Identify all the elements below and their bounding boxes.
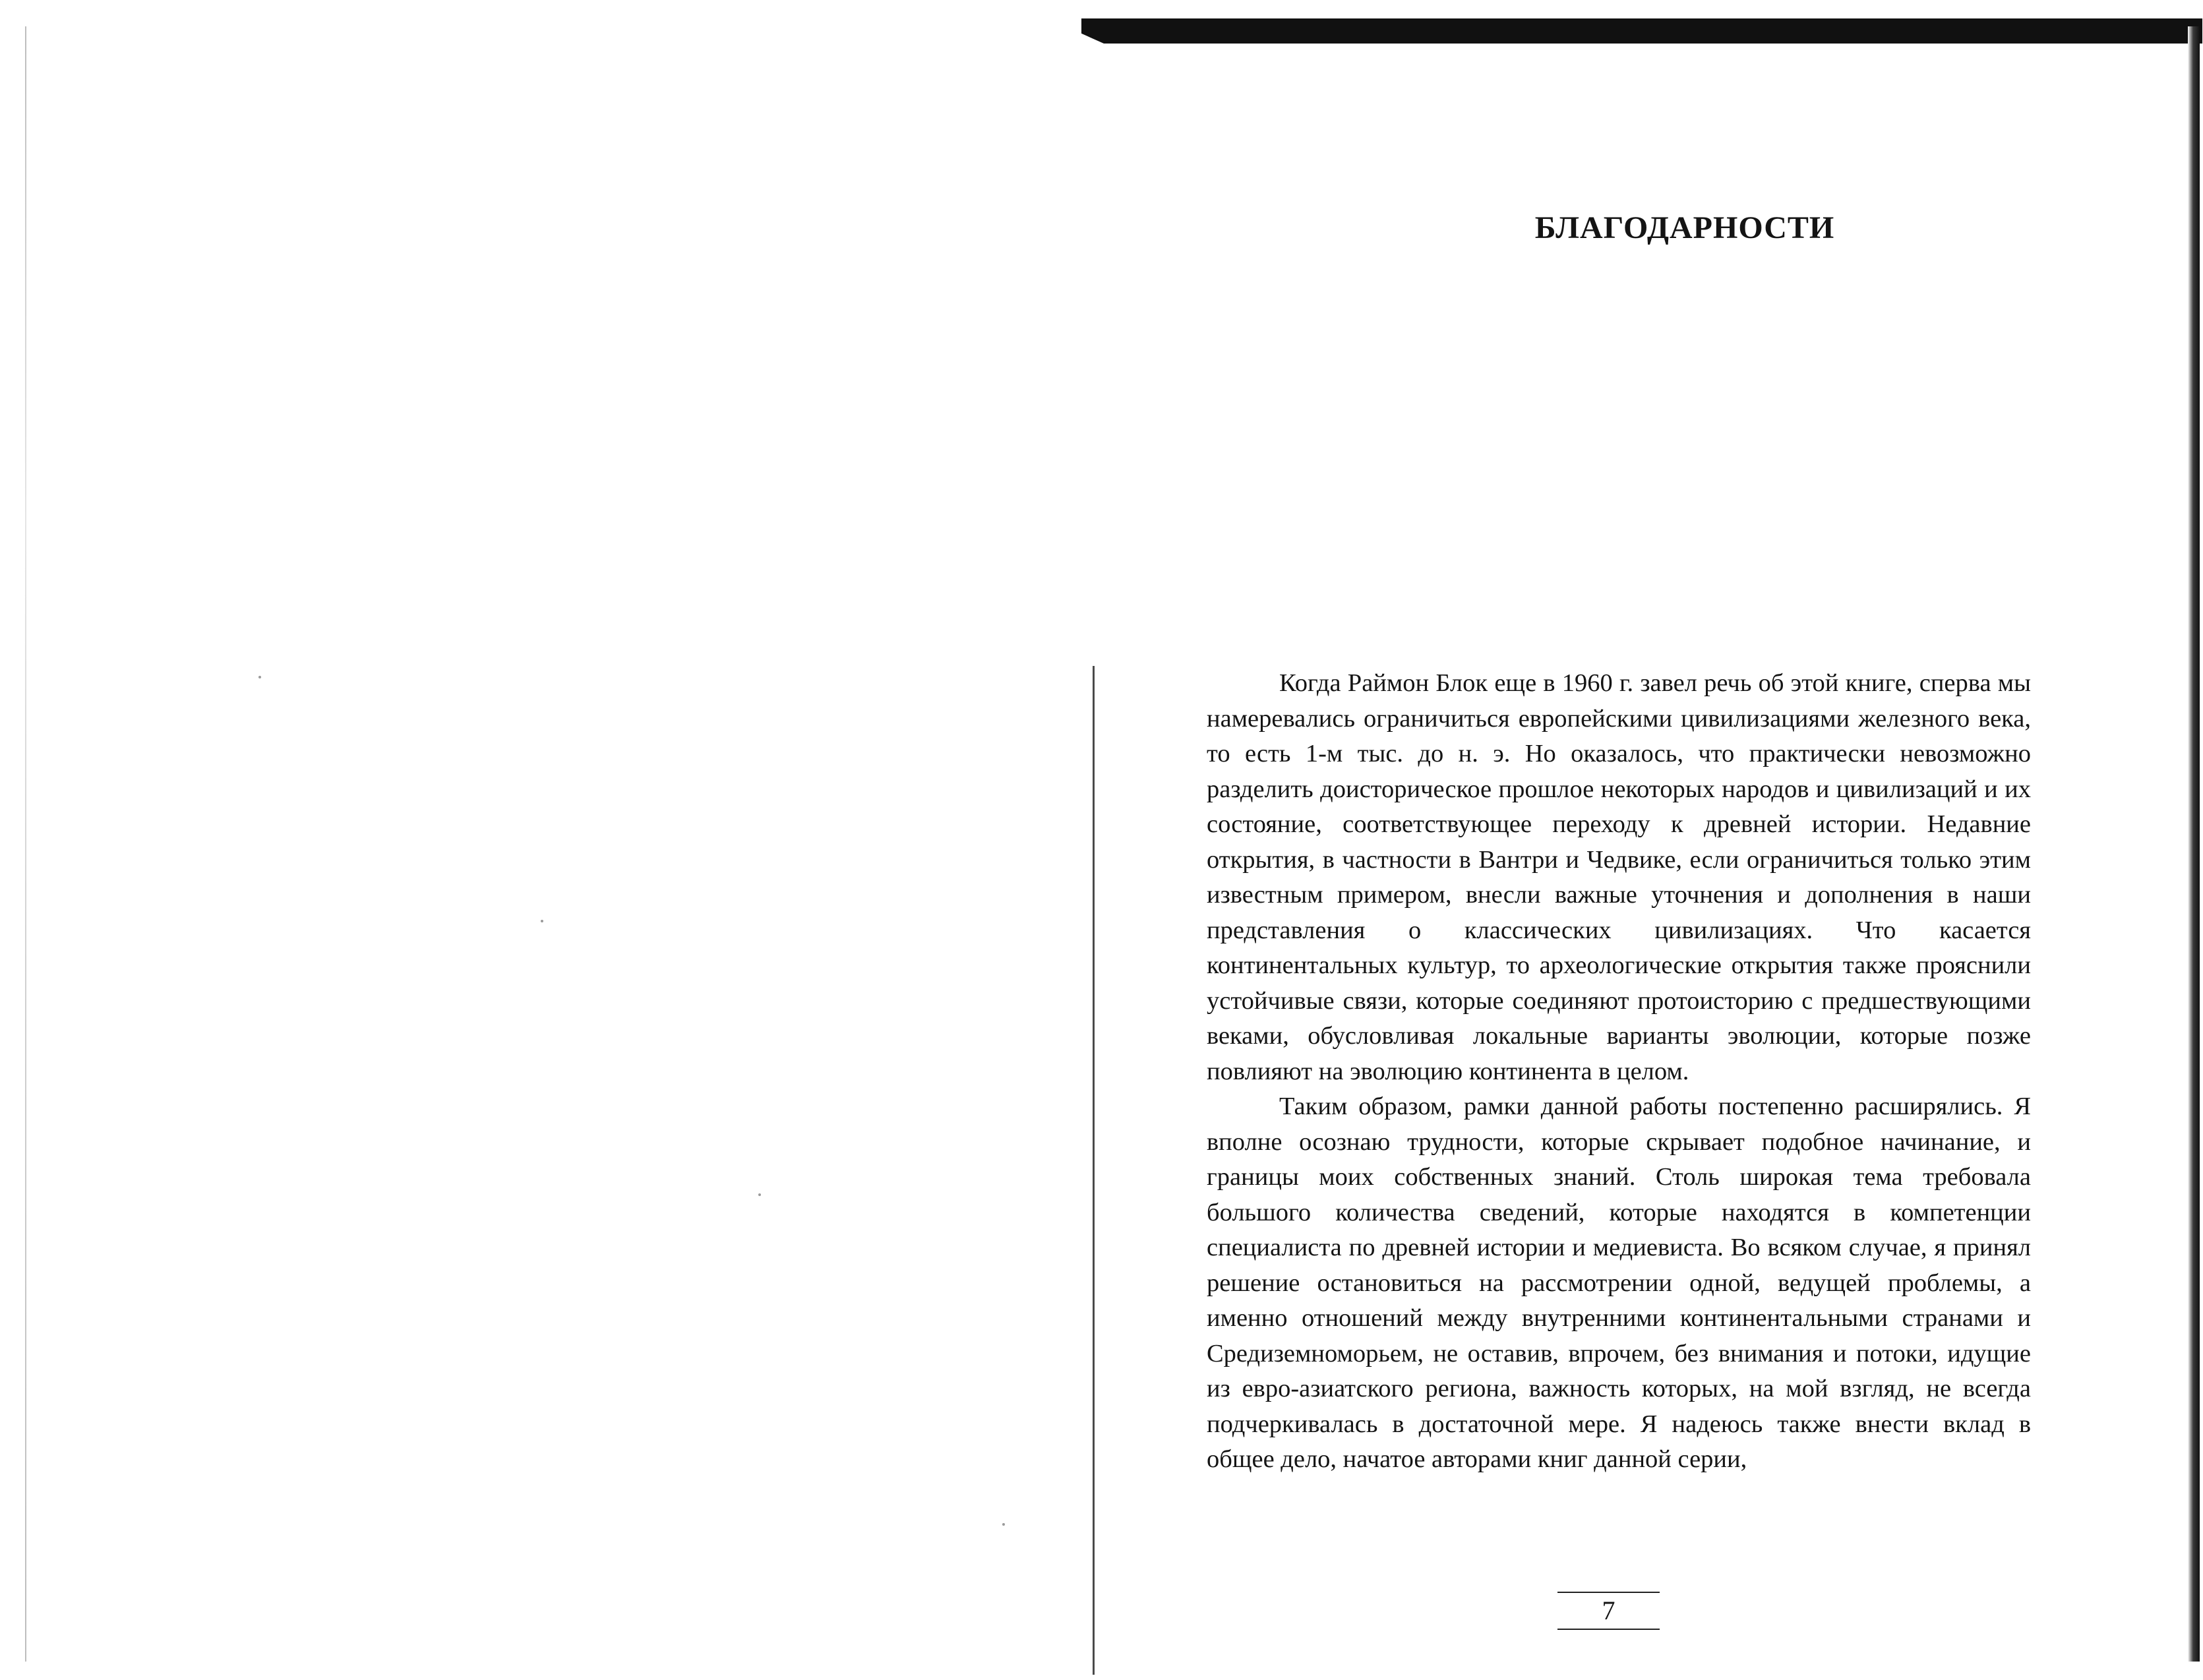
body-text [1207,666,2031,1478]
chapter-title: БЛАГОДАРНОСТИ [1534,210,1835,245]
right-page [1101,0,2183,1680]
page-number: 7 [1602,1596,1615,1625]
scan-speck [258,676,261,678]
page-number-bottom-rule [1557,1629,1660,1630]
scan-speck [758,1193,761,1196]
scan-speck [541,920,543,922]
page-number-block [1557,1592,1660,1631]
page-number-top-rule [1557,1592,1660,1593]
page-gutter [1093,666,1095,1675]
paragraph: Когда Раймон Блок еще в 1960 г. завел речь об этой книге, сперва мы намеревались ограничиться европейскими цивилизациями железного века, то есть 1-м тыс. до н. э. Но оказалось, что практически невозможно разделить доисторическое прошлое некоторых народов и цивилизаций и их состояние, соответствующее переходу к древней истории. Недавние открытия, в частности в Вантри и Чедвике, если ограничиться только этим известным примером, внесли важные уточнения и дополнения в наши представления о классических цивилизациях. Что касается континентальных культур, то археологические открытия также прояснили устойчивые связи, которые соединяют протоисторию с предшествующими веками, обусловливая локальные варианты эволюции, которые позже повлияют на эволюцию континента в целом. [1207,669,2031,1085]
scan-speck [1002,1523,1005,1526]
left-page [0,0,1088,1680]
left-page-edge [25,26,26,1662]
scan-right-border [2188,26,2200,1662]
paragraph: Таким образом, рамки данной работы постепенно расширялись. Я вполне осознаю трудности, которые скрывает подобное начинание, и границы моих собственных знаний. Столь широкая тема требовала большого количества сведений, которые находятся в компетенции специалиста по древней истории и медиевиста. Во всяком случае, я принял решение остановиться на рассмотрении одной, ведущей проблемы, а именно отношений между внутренними континентальными странами и Средиземноморьем, не оставив, впрочем, без внимания и потоки, идущие из евро-азиатского региона, важность которых, на мой взгляд, не всегда подчеркивалась в достаточной мере. Я надеюсь также внести вклад в общее дело, начатое авторами книг данной серии, [1207,1093,2031,1473]
